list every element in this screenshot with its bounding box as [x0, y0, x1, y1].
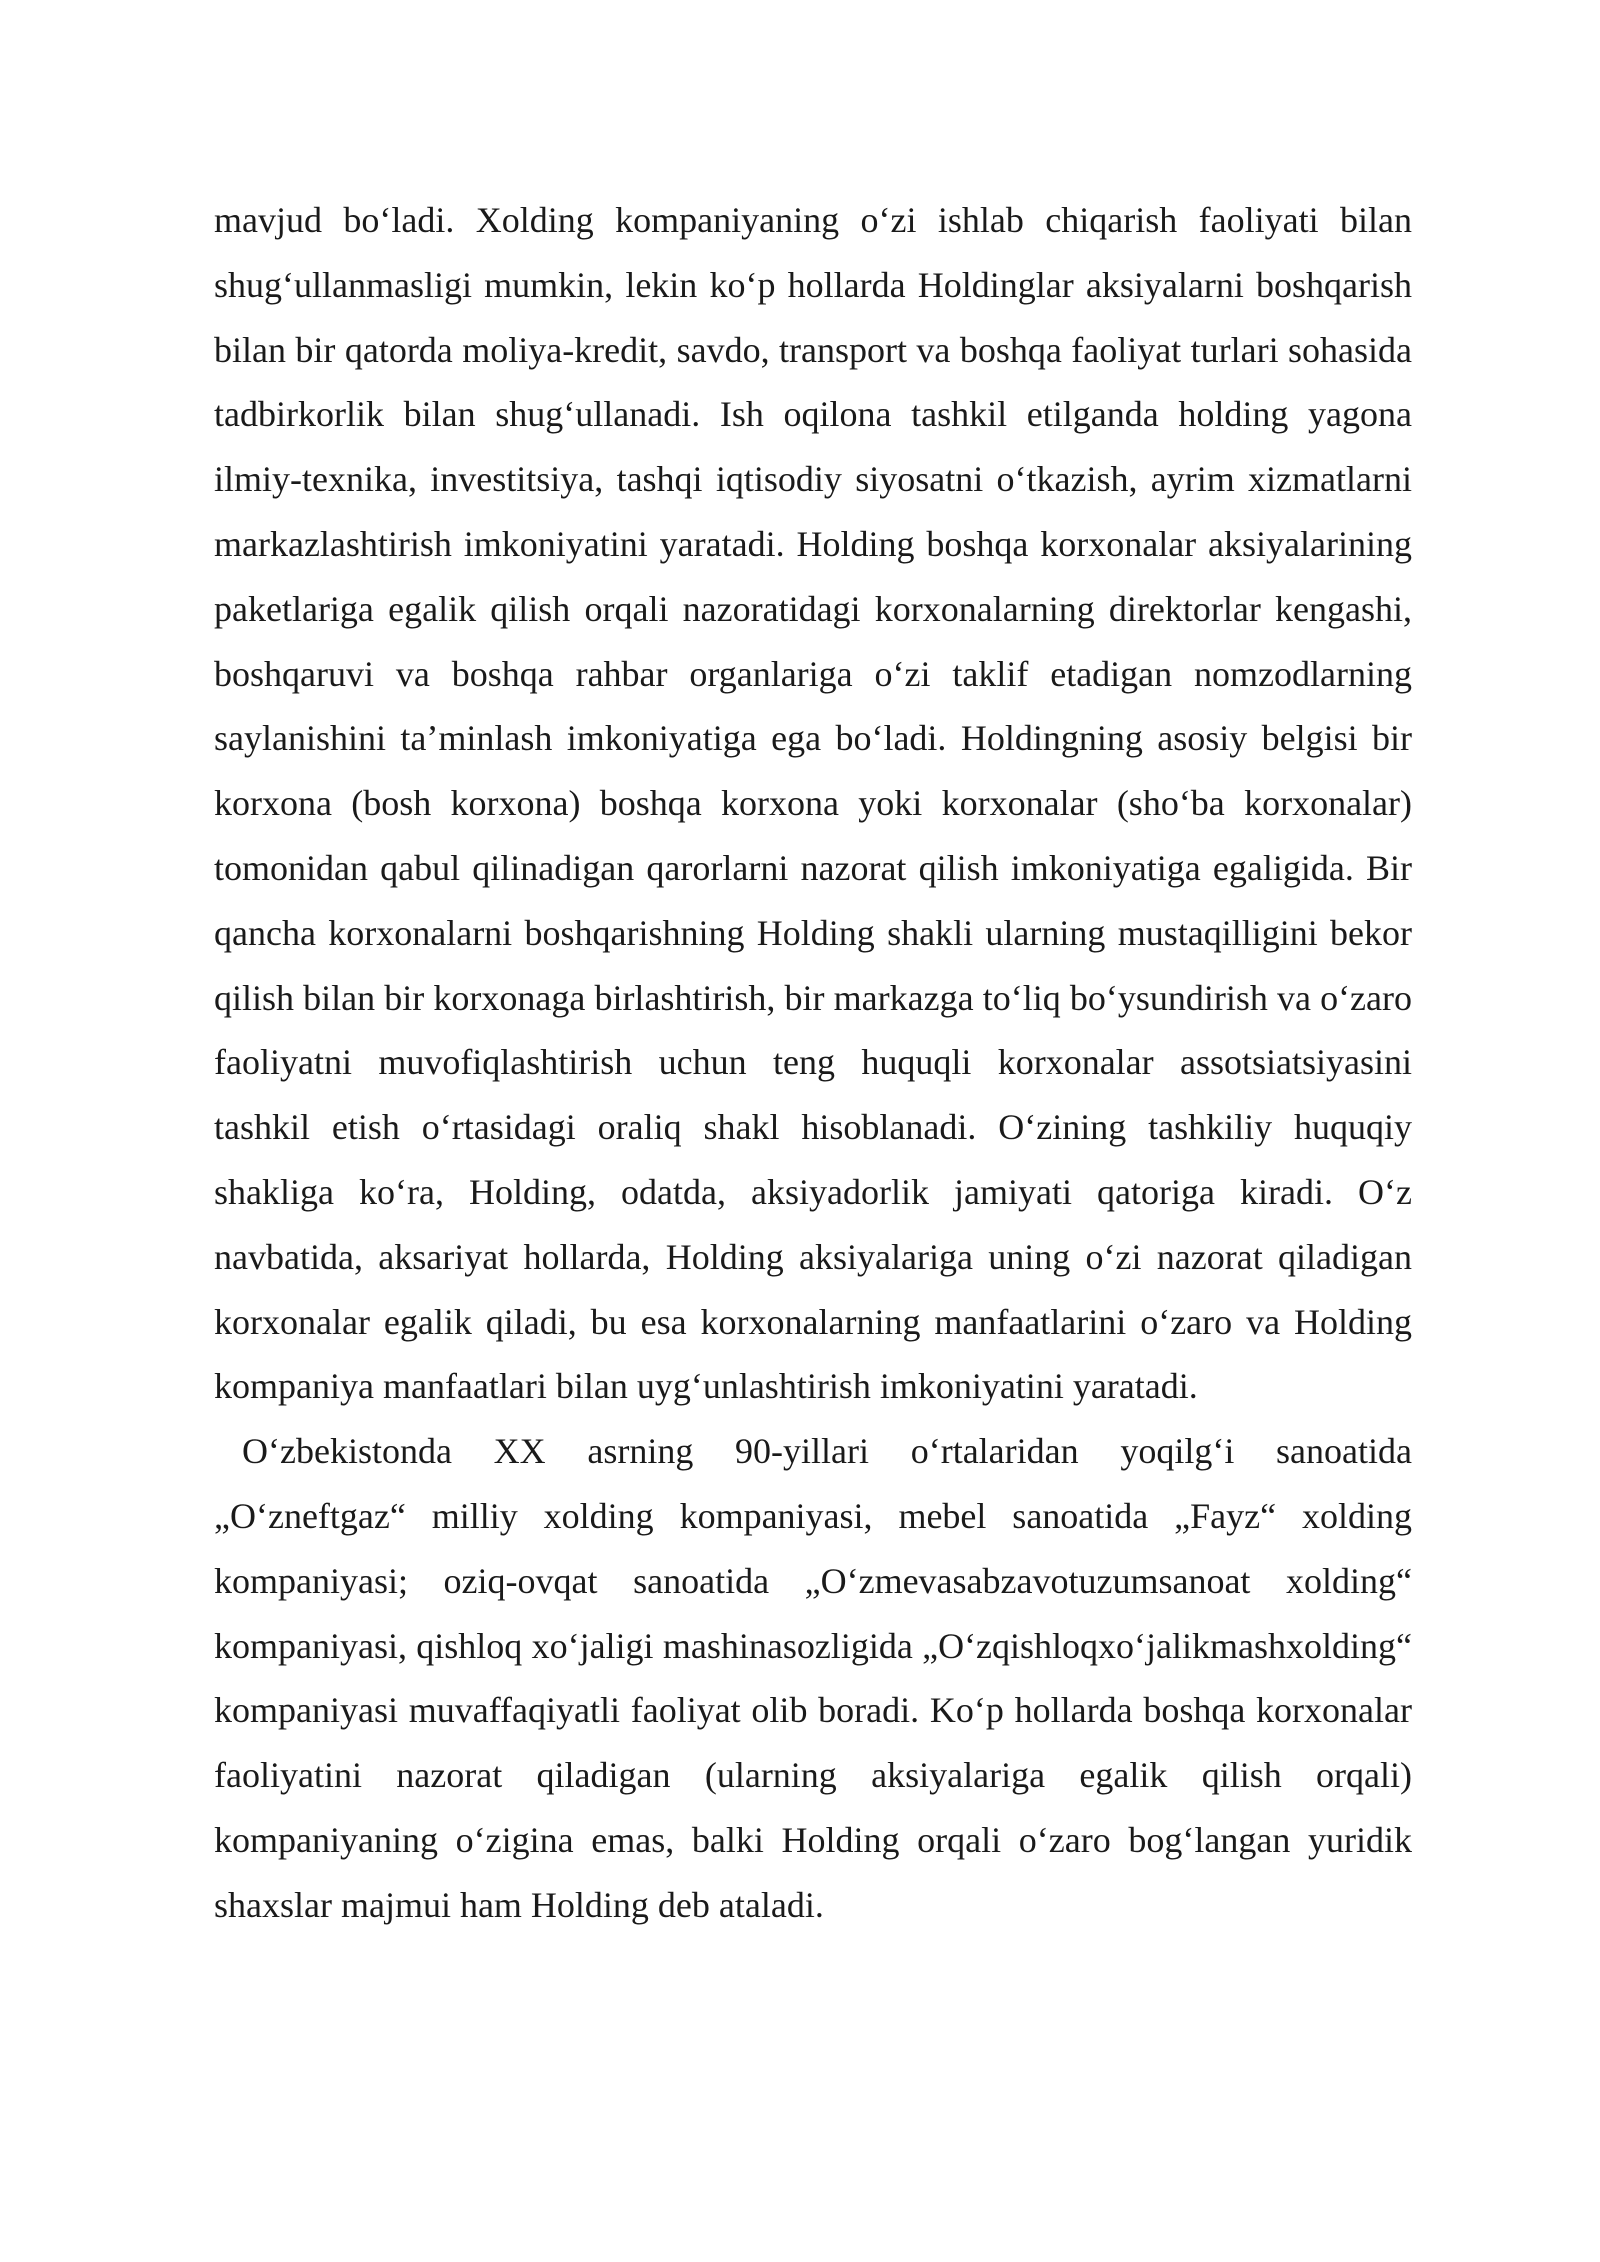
paragraph-uzbekistan-holdings: Oʻzbekistonda XX asrning 90-yillari oʻrtalaridan yoqilgʻi sanoatida „Oʻzneftgaz“ milliy xolding kompaniyasi, mebel sanoatida „Fayz“ xolding kompaniyasi; oziq-ovqat sanoatida „Oʻzmevasabzavotuzumsanoat xolding“ kompaniyasi, qishloq xoʻjaligi mashinasozligida „Oʻzqishloqxoʻjalikmashxolding“ kompaniyasi muvaffaqiyatli faoliyat olib boradi. Koʻp hollarda boshqa korxonalar faoliyatini nazorat qiladigan (ularning aksiyalariga egalik qilish orqali) kompaniyaning oʻzigina emas, balki Holding orqali oʻzaro bogʻlangan yuridik shaxslar majmui ham Holding deb ataladi.	[214, 1431, 1412, 1925]
paragraph-holding-definition: mavjud boʻladi. Xolding kompaniyaning oʻzi ishlab chiqarish faoliyati bilan shugʻullanmasligi mumkin, lekin koʻp hollarda Holdinglar aksiyalarni boshqarish bilan bir qatorda moliya-kredit, savdo, transport va boshqa faoliyat turlari sohasida tadbirkorlik bilan shugʻullanadi. Ish oqilona tashkil etilganda holding yagona ilmiy-texnika, investitsiya, tashqi iqtisodiy siyosatni oʻtkazish, ayrim xizmatlarni markazlashtirish imkoniyatini yaratadi. Holding boshqa korxonalar aksiyalarining paketlariga egalik qilish orqali nazoratidagi korxonalarning direktorlar kengashi, boshqaruvi va boshqa rahbar organlariga oʻzi taklif etadigan nomzodlarning saylanishini taʼminlash imkoniyatiga ega boʻladi. Holdingning asosiy belgisi bir korxona (bosh korxona) boshqa korxona yoki korxonalar (shoʻba korxonalar) tomonidan qabul qilinadigan qarorlarni nazorat qilish imkoniyatiga egaligida. Bir qancha korxonalarni boshqarishning Holding shakli ularning mustaqilligini bekor qilish bilan bir korxonaga birlashtirish, bir markazga toʻliq boʻysundirish va oʻzaro faoliyatni muvofiqlashtirish uchun teng huquqli korxonalar assotsiatsiyasini tashkil etish oʻrtasidagi oraliq shakl hisoblanadi. Oʻzining tashkiliy huquqiy shakliga koʻra, Holding, odatda, aksiyadorlik jamiyati qatoriga kiradi. Oʻz navbatida, aksariyat hollarda, Holding aksiyalariga uning oʻzi nazorat qiladigan korxonalar egalik qiladi, bu esa korxonalarning manfaatlarini oʻzaro va Holding kompaniya manfaatlari bilan uygʻunlashtirish imkoniyatini yaratadi.	[214, 200, 1412, 1407]
document-body	[214, 188, 1412, 1938]
